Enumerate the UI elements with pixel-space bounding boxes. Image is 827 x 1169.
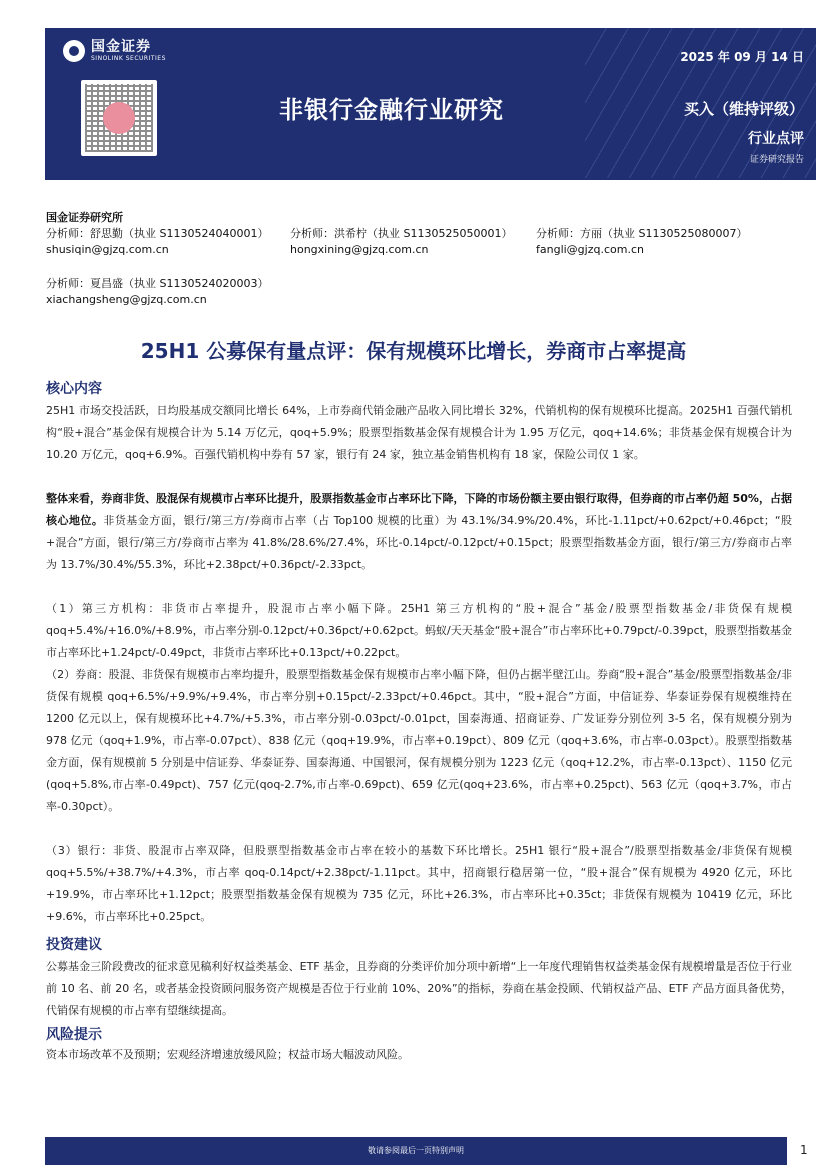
advice-paragraph: 公募基金三阶段费改的征求意见稿利好权益类基金、ETF 基金，且券商的分类评价加分项中新增“上一年度代理销售权益类基金保有规模增量是否位于行业前 10 名、前 20 名，或者基金投资顾问服务资产规模是否位于行业前 10%、20%”的指标，券商在基金投顾、代销权益产品、ETF 产品方面具备优势，代销保有规模的市占率有望继续提高。 <box>46 960 792 1017</box>
report-subtype: 证券研究报告 <box>749 155 804 165</box>
section-heading-advice: 投资建议 <box>46 937 102 953</box>
footer-bar <box>45 1137 787 1165</box>
page-number: 1 <box>800 1143 808 1157</box>
qr-code-icon <box>81 80 157 156</box>
section-heading-risk: 风险提示 <box>46 1027 102 1043</box>
analyst-email[interactable]: fangli@gjzq.com.cn <box>536 243 644 256</box>
core-paragraph-5: （3）银行：非货、股混市占率双降，但股票型指数基金市占率在较小的基数下环比增长。25H1 银行“股+混合”/股票型指数基金/非货保有规模 qoq+5.5%/+38.7%/+4.3%，市占率 qoq-0.14pct/+2.38pct/-1.11pct。其中，招商银行稳居第一位，“股+混合”保有规模为 4920 亿元，环比+19.9%，市占率环比+1.12pct；股票型指数基金保有规模为 735 亿元，环比+26.3%，市占率环比+0.35ct；非货保有规模为 10419 亿元，环比+9.6%，市占率环比+0.25pct。 <box>46 844 792 923</box>
institute-name: 国金证券研究所 <box>46 211 123 224</box>
brand-name-en: SINOLINK SECURITIES <box>91 54 166 62</box>
industry-title: 非银行金融行业研究 <box>279 96 504 124</box>
analyst-name: 分析师：方丽（执业 S1130525080007） <box>536 227 748 240</box>
analyst-email[interactable]: xiachangsheng@gjzq.com.cn <box>46 293 207 306</box>
analyst-email[interactable]: shusiqin@gjzq.com.cn <box>46 243 169 256</box>
core-paragraph-2-bold: 整体来看，券商非货、股混保有规模市占率环比提升，股票指数基金市占率环比下降，下降的市场份额主要由银行取得，但券商的市占率仍超 50%，占据核心地位。 <box>46 492 792 527</box>
section-heading-core: 核心内容 <box>46 381 102 397</box>
document-title: 25H1 公募保有量点评：保有规模环比增长，券商市占率提高 <box>140 339 687 363</box>
analyst-name: 分析师：夏昌盛（执业 S1130524020003） <box>46 277 269 290</box>
core-paragraph-1: 25H1 市场交投活跃，日均股基成交额同比增长 64%，上市券商代销金融产品收入同比增长 32%，代销机构的保有规模环比提高。2025H1 百强代销机构“股+混合”基金保有规模合计为 5.14 万亿元，qoq+5.9%；股票型指数基金保有规模合计为 1.95 万亿元，qoq+14.6%；非货基金保有规模合计为 10.20 万亿元，qoq+6.9%。百强代销机构中券有 57 家，银行有 24 家，独立基金销售机构有 18 家，保险公司仅 1 家。 <box>46 404 792 461</box>
analyst-email[interactable]: hongxining@gjzq.com.cn <box>290 243 429 256</box>
core-paragraph-4: （2）券商：股混、非货保有规模市占率均提升，股票型指数基金保有规模市占率小幅下降，但仍占据半壁江山。券商“股+混合”基金/股票型指数基金/非货保有规模 qoq+6.5%/+9.9%/+9.4%，市占率分别+0.15pct/-2.33pct/+0.46pct。其中，“股+混合”方面，中信证券、华泰证券保有规模维持在 1200 亿元以上，保有规模环比+4.7%/+5.3%，市占率分别-0.03pct/-0.01pct，国泰海通、招商证券、广发证券分别位列 3-5 名，保有规模分别为 978 亿元（qoq+1.9%，市占率-0.07pct）、838 亿元（qoq+19.9%，市占率+0.19pct）、809 亿元（qoq+3.6%，市占率-0.03pct）。股票型指数基金方面，保有规模前 5 分别是中信证券、华泰证券、国泰海通、中国银河，保有规模分别为 1223 亿元（qoq+12.2%，市占率-0.13pct）、1150 亿元(qoq+5.8%,市占率-0.49pct)、757 亿元(qoq-2.7%,市占率-0.69pct)、659 亿元(qoq+23.6%，市占率+0.25pct)、563 亿元（qoq+3.7%，市占率-0.30pct）。 <box>46 668 792 813</box>
report-type: 行业点评 <box>748 131 804 147</box>
brand-name-cn: 国金证券 <box>91 38 151 55</box>
core-paragraph-3: （1）第三方机构：非货市占率提升，股混市占率小幅下降。25H1 第三方机构的“股+混合”基金/股票型指数基金/非货保有规模 qoq+5.4%/+16.0%/+8.9%，市占率分别-0.12pct/+0.36pct/+0.62pct。蚂蚁/天天基金“股+混合”市占率环比+0.79pct/-0.39pct，股票型指数基金市占率环比+1.24pct/-0.49pct，非货市占率环比+0.13pct/+0.22pct。 <box>46 602 792 659</box>
analyst-name: 分析师：舒思勤（执业 S1130524040001） <box>46 227 269 240</box>
report-date: 2025 年 09 月 14 日 <box>680 50 804 64</box>
risk-paragraph: 资本市场改革不及预期；宏观经济增速放缓风险；权益市场大幅波动风险。 <box>46 1048 409 1061</box>
core-paragraph-2 <box>46 488 792 576</box>
footer-disclaimer: 敬请参阅最后一页特别声明 <box>368 1146 464 1155</box>
rating: 买入（维持评级） <box>683 100 804 118</box>
core-paragraph-2-rest: 非货基金方面，银行/第三方/券商市占率（占 Top100 规模的比重）为 43.1%/34.9%/20.4%，环比-1.11pct/+0.62pct/+0.46pct；“股+混合”方面，银行/第三方/券商市占率为 41.8%/28.6%/27.4%，环比-0.14pct/-0.12pct/+0.15pct；股票型指数基金方面，银行/第三方/券商市占率为 13.7%/30.4%/55.3%，环比+2.38pct/+0.36pct/-2.33pct。 <box>46 514 792 571</box>
logo-icon <box>63 40 85 62</box>
analyst-name: 分析师：洪希柠（执业 S1130525050001） <box>290 227 513 240</box>
brand-logo <box>63 38 166 64</box>
header-banner <box>45 28 816 180</box>
